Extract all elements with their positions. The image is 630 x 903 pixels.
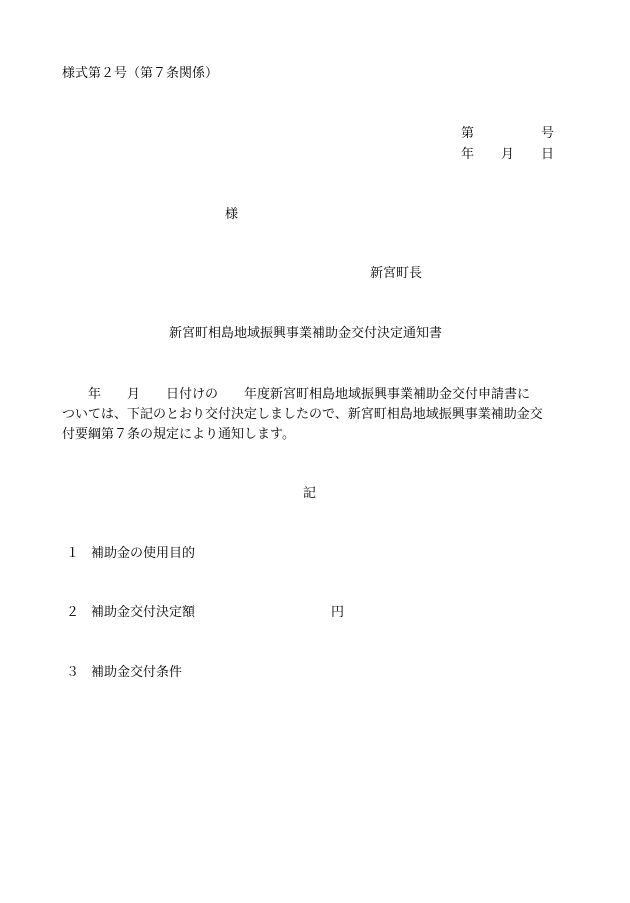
item-2-number: ２ [66,605,80,620]
body-line-2: ついては、下記のとおり交付決定しましたので、新宮町相島地域振興事業補助金交 [62,407,543,422]
item-3-number: ３ [66,665,80,680]
body-month: 月 [127,387,141,402]
form-label: 様式第２号（第７条関係） [62,66,219,81]
body-paragraph [62,385,562,445]
date-day: 日 [541,147,555,162]
number-suffix: 号 [541,126,555,141]
item-2-unit: 円 [331,605,345,620]
item-3-label: 補助金交付条件 [91,665,183,680]
item-1-label: 補助金の使用目的 [91,546,196,561]
item-2-label: 補助金交付決定額 [91,605,196,620]
body-year: 年 [88,387,102,402]
body-fiscal-year: 年度新宮町相島地域振興事業補助金交付申請書に [244,387,531,402]
number-prefix: 第 [461,126,475,141]
sender-name: 新宮町長 [370,266,423,281]
date-year: 年 [461,147,475,162]
body-date-suffix: 日付けの [166,387,219,402]
addressee-honorific: 様 [225,207,239,222]
item-1-number: １ [66,546,80,561]
document-title: 新宮町相島地域振興事業補助金交付決定通知書 [169,326,443,341]
body-line-3: 付要綱第７条の規定により通知します。 [62,427,295,442]
date-month: 月 [501,147,515,162]
ki-mark: 記 [303,486,317,501]
